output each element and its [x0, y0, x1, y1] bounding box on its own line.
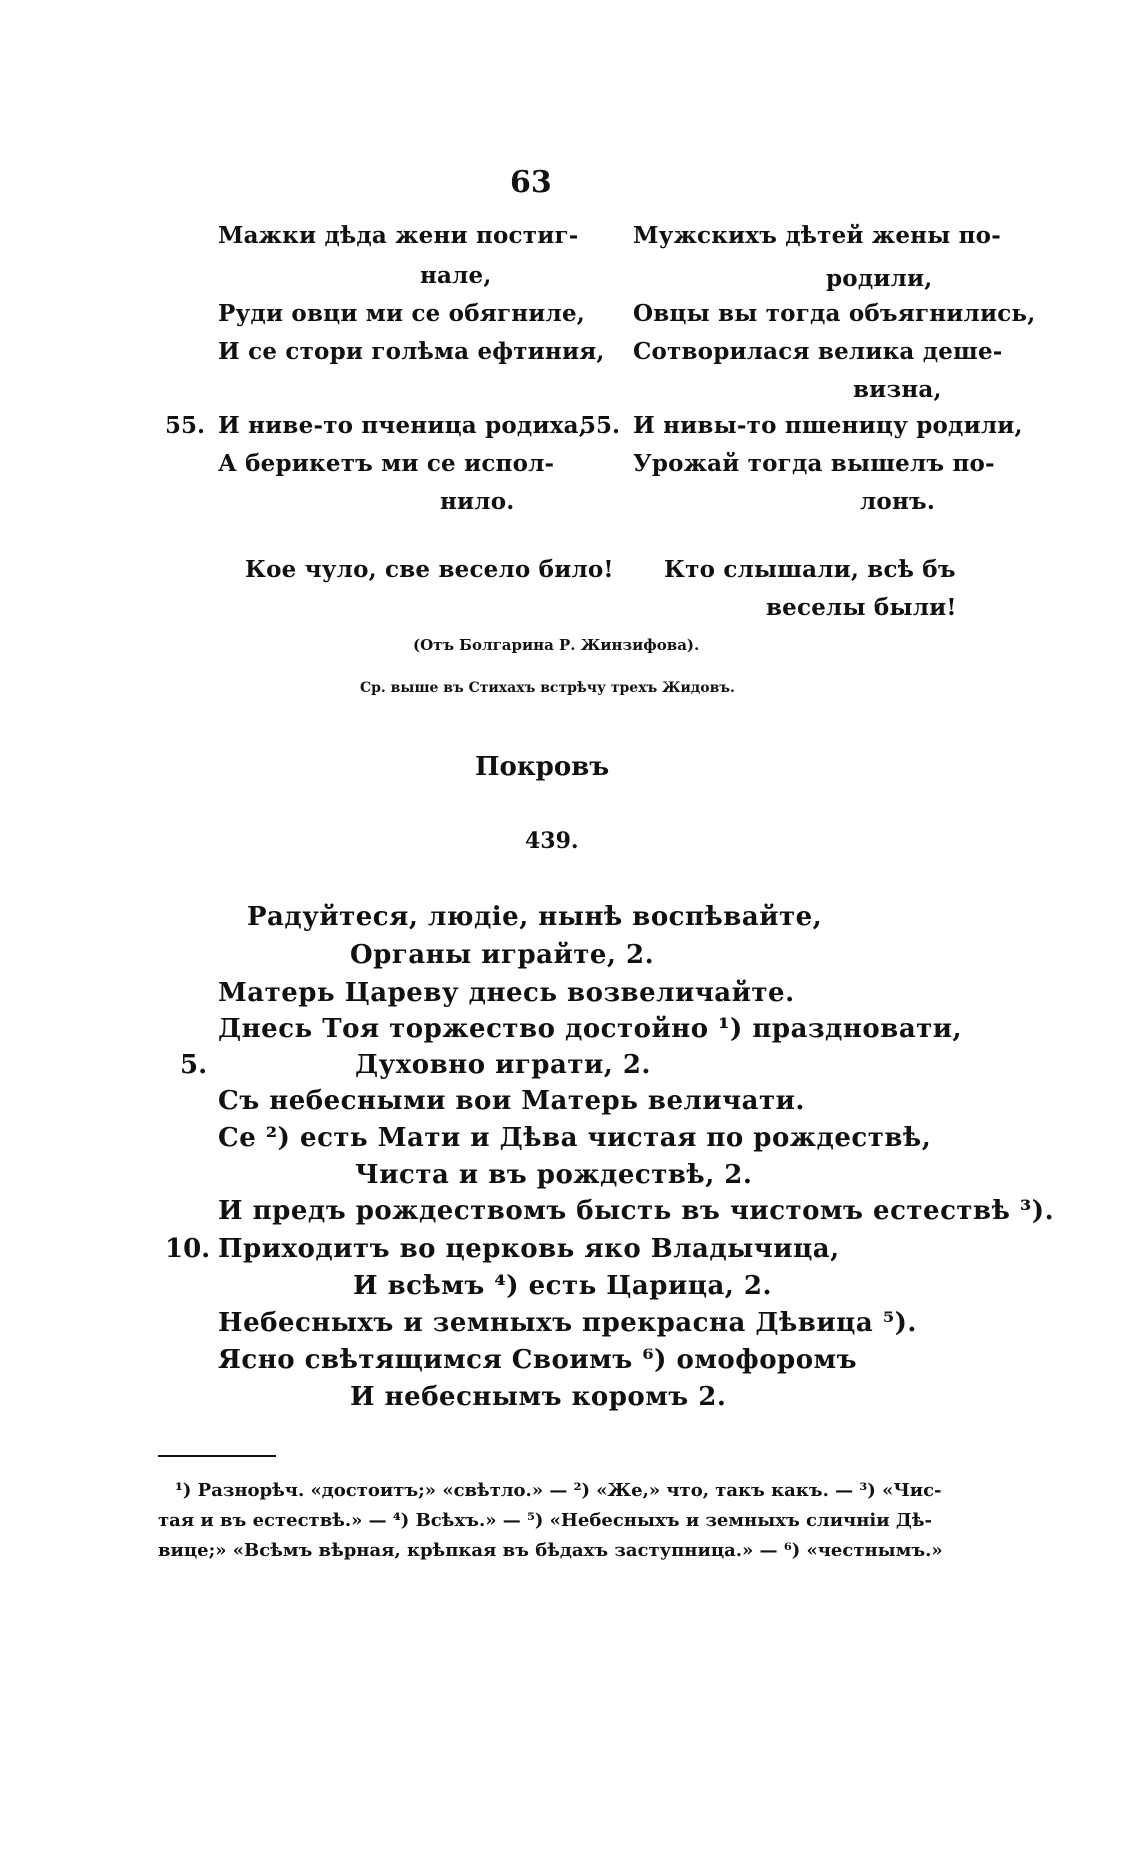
right-line: лонъ.: [860, 488, 936, 515]
right-line: визна,: [853, 376, 942, 403]
poem-line: Чиста и въ рождествѣ, 2.: [355, 1160, 753, 1190]
poem-number: 439.: [525, 828, 579, 854]
line-number: 10.: [165, 1234, 211, 1264]
poem-line: Органы играйте, 2.: [350, 940, 655, 970]
left-line: Мажки дѣда жени постиг-: [218, 222, 579, 249]
left-line: И ниве-то пченица родиха,: [218, 412, 587, 439]
source-note: (Отъ Болгарина Р. Жинзифова).: [413, 636, 700, 654]
right-line: веселы были!: [766, 594, 957, 621]
poem-line: Духовно играти, 2.: [355, 1050, 651, 1080]
right-line: Овцы вы тогда объягнились,: [633, 300, 1036, 327]
right-line: Урожай тогда вышелъ по-: [633, 450, 995, 477]
right-line: Сотворилася велика деше-: [633, 338, 1003, 365]
poem-line: Небесныхъ и земныхъ прекрасна Дѣвица ⁵).: [218, 1308, 917, 1338]
left-line: нале,: [420, 262, 492, 289]
poem-line: Ясно свѣтящимся Своимъ ⁶) омофоромъ: [218, 1345, 858, 1375]
footnote-line: вице;» «Всѣмъ вѣрная, крѣпкая въ бѣдахъ заступница.» — ⁶) «честнымъ.»: [158, 1540, 943, 1561]
poem-line: Днесь Тоя торжество достойно ¹) праздновати,: [218, 1014, 963, 1044]
left-line: А берикетъ ми се испол-: [218, 450, 555, 477]
line-number: 55.: [165, 412, 206, 439]
poem-line: И предъ рождествомъ бысть въ чистомъ естествѣ ³).: [218, 1196, 1055, 1226]
page-number: 63: [510, 165, 552, 200]
line-number: 55.: [580, 412, 621, 439]
poem-title: Покровъ: [475, 752, 610, 782]
right-line: И нивы-то пшеницу родили,: [633, 412, 1023, 439]
cross-reference: Ср. выше въ Стихахъ встрѣчу трехъ Жидовъ.: [360, 680, 735, 696]
left-line: Кое чуло, све весело било!: [245, 556, 614, 583]
right-line: Кто слышали, всѣ бъ: [664, 556, 956, 583]
line-number: 5.: [180, 1050, 208, 1080]
left-line: Руди овци ми се обягниле,: [218, 300, 586, 327]
left-line: И се стори голѣма ефтиния,: [218, 338, 605, 365]
footnote-rule: [158, 1455, 276, 1457]
footnote-line: тая и въ естествѣ.» — ⁴) Всѣхъ.» — ⁵) «Небесныхъ и земныхъ сличніи Дѣ-: [158, 1510, 932, 1531]
left-line: нило.: [440, 488, 515, 515]
footnote-line: ¹) Разнорѣч. «достоитъ;» «свѣтло.» — ²) «Же,» что, такъ какъ. — ³) «Чис-: [175, 1480, 942, 1501]
poem-line: Съ небесными вои Матерь величати.: [218, 1086, 805, 1116]
poem-line: Приходитъ во церковь яко Владычица,: [218, 1234, 840, 1264]
poem-line: Радуйтеся, людіе, нынѣ воспѣвайте,: [247, 902, 823, 932]
poem-line: Матерь Цареву днесь возвеличайте.: [218, 978, 795, 1008]
poem-line: Се ²) есть Мати и Дѣва чистая по рождествѣ,: [218, 1123, 932, 1153]
right-line: Мужскихъ дѣтей жены по-: [633, 222, 1001, 249]
poem-line: И небеснымъ коромъ 2.: [350, 1382, 727, 1412]
right-line: родили,: [826, 265, 933, 292]
poem-line: И всѣмъ ⁴) есть Царица, 2.: [353, 1271, 773, 1301]
